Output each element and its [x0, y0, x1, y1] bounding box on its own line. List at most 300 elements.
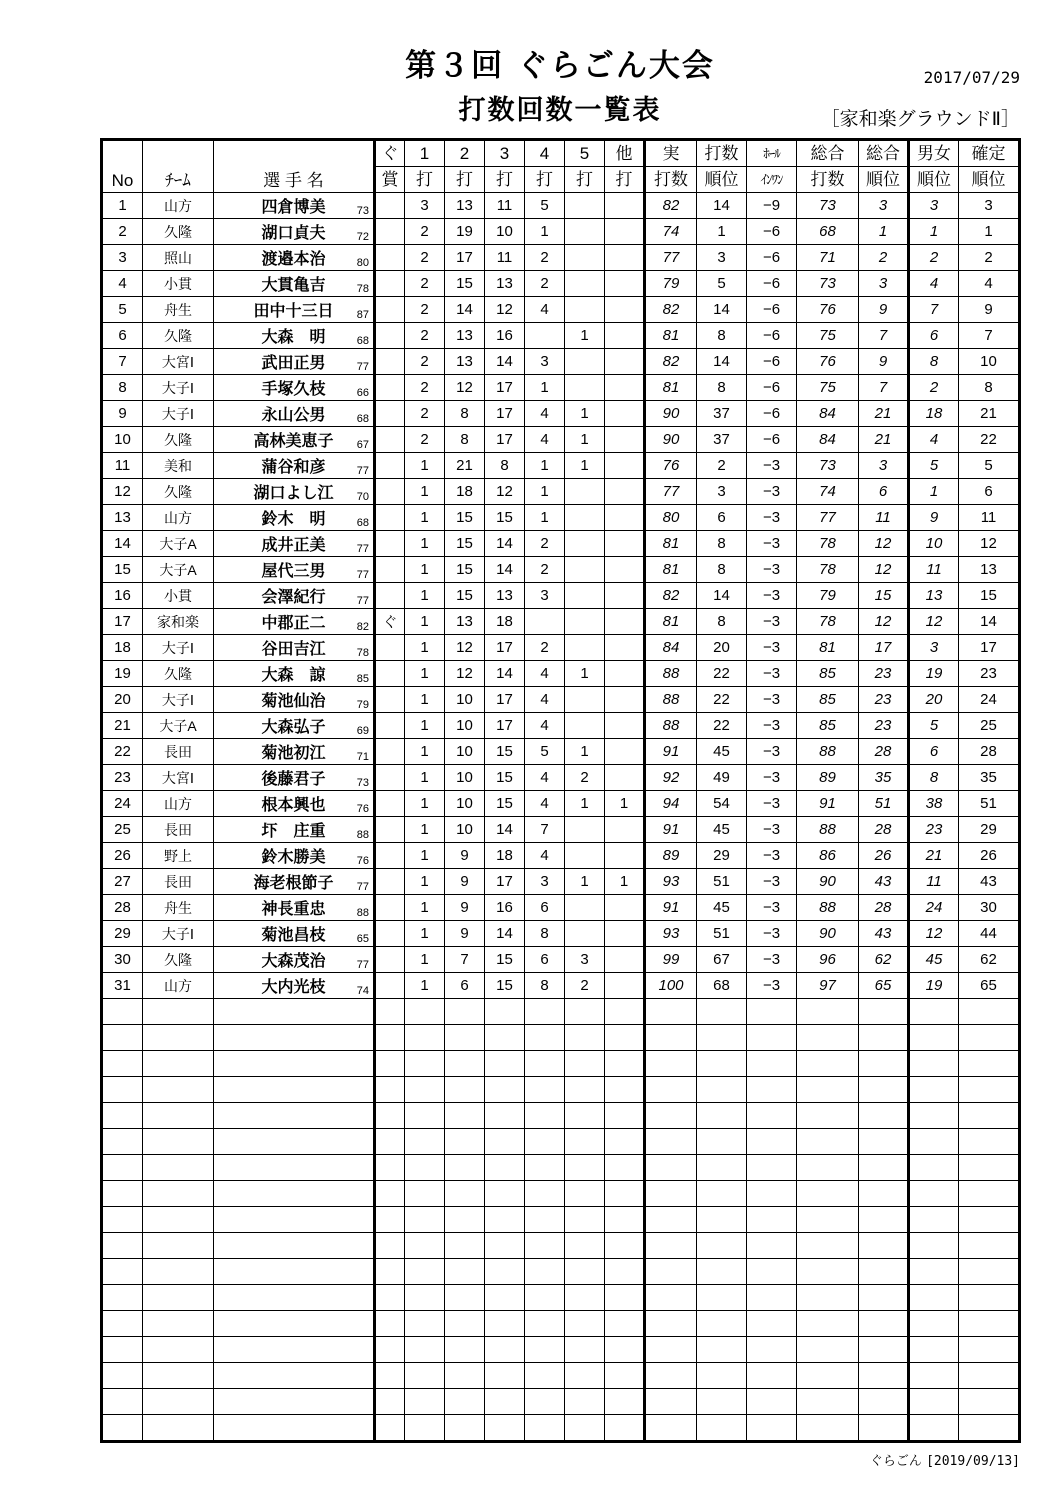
cell-strokerank: 14 [697, 193, 747, 219]
cell-total: 89 [797, 765, 859, 791]
cell-5: 1 [565, 323, 605, 349]
cell-hio-empty [747, 999, 797, 1025]
cell-3: 14 [485, 661, 525, 687]
cell-2: 8 [445, 427, 485, 453]
cell-team: 大子A [143, 557, 214, 583]
cell-genderrank-empty [909, 1129, 959, 1155]
cell-actual-empty [645, 1415, 697, 1442]
cell-genderrank: 21 [909, 843, 959, 869]
cell-strokerank: 54 [697, 791, 747, 817]
empty-row [102, 1415, 1020, 1442]
table-row [102, 713, 1020, 739]
cell-4: 4 [525, 843, 565, 869]
cell-hio: −6 [747, 401, 797, 427]
player-age: 76 [356, 803, 369, 815]
player-name: 菊池仙治 [261, 693, 326, 710]
cell-final: 12 [959, 531, 1020, 557]
cell-other-empty [605, 1129, 645, 1155]
cell-2-empty [445, 999, 485, 1025]
cell-4-empty [525, 1311, 565, 1337]
player-age: 82 [356, 621, 369, 633]
cell-1-empty [405, 1311, 445, 1337]
player-name: 鈴木勝美 [261, 849, 326, 866]
cell-team-empty [143, 1051, 214, 1077]
cell-team: 久隆 [143, 479, 214, 505]
cell-strokerank: 2 [697, 453, 747, 479]
player-age: 73 [356, 777, 369, 789]
cell-actual: 79 [645, 271, 697, 297]
cell-gu-empty [375, 1259, 405, 1285]
cell-final: 3 [959, 193, 1020, 219]
cell-player-empty [214, 1077, 375, 1103]
cell-5 [565, 375, 605, 401]
cell-team: 家和楽 [143, 609, 214, 635]
cell-actual-empty [645, 1389, 697, 1415]
cell-5 [565, 635, 605, 661]
player-age: 74 [356, 985, 369, 997]
cell-player [214, 453, 375, 479]
cell-final-empty [959, 1389, 1020, 1415]
cell-hio: −3 [747, 973, 797, 999]
cell-total: 91 [797, 791, 859, 817]
player-age: 70 [356, 491, 369, 503]
cell-4: 4 [525, 427, 565, 453]
cell-gu-empty [375, 1103, 405, 1129]
cell-5-empty [565, 1363, 605, 1389]
cell-genderrank: 11 [909, 557, 959, 583]
cell-total: 78 [797, 557, 859, 583]
cell-totalrank-empty [859, 1181, 909, 1207]
cell-2: 10 [445, 765, 485, 791]
empty-row [102, 1077, 1020, 1103]
cell-3: 17 [485, 375, 525, 401]
cell-strokerank: 6 [697, 505, 747, 531]
cell-hio: −3 [747, 609, 797, 635]
cell-hio-empty [747, 1259, 797, 1285]
cell-genderrank-empty [909, 999, 959, 1025]
player-name: 田中十三日 [253, 303, 334, 320]
cell-other-empty [605, 1025, 645, 1051]
player-name: 高林美恵子 [253, 433, 334, 450]
cell-other-empty [605, 1077, 645, 1103]
player-age: 87 [356, 309, 369, 321]
cell-totalrank: 3 [859, 271, 909, 297]
player-name: 大内光枝 [261, 979, 326, 996]
cell-other [605, 765, 645, 791]
cell-no-empty [102, 1103, 143, 1129]
venue-label: ［家和楽グラウンドⅡ］ [820, 108, 1020, 130]
cell-5 [565, 817, 605, 843]
cell-player [214, 557, 375, 583]
player-age: 80 [356, 257, 369, 269]
cell-totalrank: 23 [859, 661, 909, 687]
cell-genderrank: 6 [909, 739, 959, 765]
cell-player [214, 245, 375, 271]
cell-2: 13 [445, 609, 485, 635]
scores-table [100, 138, 1021, 1443]
cell-total: 73 [797, 453, 859, 479]
cell-player-empty [214, 1051, 375, 1077]
cell-gu [375, 791, 405, 817]
cell-team: 久隆 [143, 947, 214, 973]
cell-1: 1 [405, 661, 445, 687]
cell-no: 5 [102, 297, 143, 323]
cell-actual: 74 [645, 219, 697, 245]
cell-actual: 90 [645, 401, 697, 427]
cell-other-empty [605, 1103, 645, 1129]
cell-team: 久隆 [143, 219, 214, 245]
cell-total: 96 [797, 947, 859, 973]
cell-no: 19 [102, 661, 143, 687]
cell-4-empty [525, 999, 565, 1025]
cell-4-empty [525, 1103, 565, 1129]
cell-player-empty [214, 1311, 375, 1337]
cell-totalrank-empty [859, 1363, 909, 1389]
player-age: 88 [356, 907, 369, 919]
cell-actual: 94 [645, 791, 697, 817]
cell-total: 85 [797, 687, 859, 713]
cell-2-empty [445, 1181, 485, 1207]
cell-total: 71 [797, 245, 859, 271]
cell-2: 10 [445, 687, 485, 713]
cell-5 [565, 843, 605, 869]
cell-player [214, 791, 375, 817]
table-row [102, 219, 1020, 245]
col-final-top: 確定 [959, 140, 1020, 167]
col-no: No [102, 140, 143, 193]
cell-total: 84 [797, 427, 859, 453]
table-row [102, 375, 1020, 401]
cell-2: 13 [445, 349, 485, 375]
cell-final: 28 [959, 739, 1020, 765]
cell-2-empty [445, 1129, 485, 1155]
player-age: 68 [356, 517, 369, 529]
cell-5-empty [565, 1155, 605, 1181]
cell-5: 1 [565, 869, 605, 895]
cell-hio: −6 [747, 271, 797, 297]
cell-2: 17 [445, 245, 485, 271]
cell-3-empty [485, 1363, 525, 1389]
table-row [102, 765, 1020, 791]
cell-4: 4 [525, 401, 565, 427]
player-name: 菊池初江 [261, 745, 326, 762]
cell-no: 26 [102, 843, 143, 869]
cell-no: 4 [102, 271, 143, 297]
cell-no-empty [102, 1337, 143, 1363]
cell-gu [375, 219, 405, 245]
cell-player [214, 271, 375, 297]
cell-1: 2 [405, 219, 445, 245]
table-row [102, 271, 1020, 297]
cell-final: 10 [959, 349, 1020, 375]
cell-2: 10 [445, 817, 485, 843]
cell-totalrank-empty [859, 1311, 909, 1337]
cell-gu-empty [375, 1181, 405, 1207]
col-totalrank-top: 総合 [859, 140, 909, 167]
cell-genderrank: 11 [909, 869, 959, 895]
cell-other-empty [605, 1363, 645, 1389]
cell-totalrank: 12 [859, 609, 909, 635]
cell-totalrank: 3 [859, 453, 909, 479]
cell-final: 30 [959, 895, 1020, 921]
cell-gu [375, 323, 405, 349]
cell-3: 11 [485, 245, 525, 271]
cell-no: 10 [102, 427, 143, 453]
cell-totalrank: 1 [859, 219, 909, 245]
cell-final: 7 [959, 323, 1020, 349]
cell-other-empty [605, 1389, 645, 1415]
cell-1: 1 [405, 765, 445, 791]
cell-5-empty [565, 1389, 605, 1415]
cell-3: 18 [485, 609, 525, 635]
cell-team-empty [143, 1103, 214, 1129]
cell-1: 1 [405, 583, 445, 609]
cell-3-empty [485, 1155, 525, 1181]
cell-actual-empty [645, 1155, 697, 1181]
cell-no: 6 [102, 323, 143, 349]
player-name: 成井正美 [261, 537, 326, 554]
cell-player [214, 765, 375, 791]
cell-2: 15 [445, 505, 485, 531]
cell-2-empty [445, 1259, 485, 1285]
cell-hio-empty [747, 1233, 797, 1259]
table-row [102, 869, 1020, 895]
cell-5-empty [565, 1233, 605, 1259]
cell-no: 24 [102, 791, 143, 817]
cell-other [605, 583, 645, 609]
player-name: 神長重忠 [261, 901, 326, 918]
cell-5: 3 [565, 947, 605, 973]
cell-1-empty [405, 1363, 445, 1389]
cell-genderrank: 19 [909, 973, 959, 999]
cell-final-empty [959, 1363, 1020, 1389]
empty-row [102, 1129, 1020, 1155]
cell-player-empty [214, 1155, 375, 1181]
cell-team: 野上 [143, 843, 214, 869]
cell-strokerank-empty [697, 1129, 747, 1155]
cell-no: 30 [102, 947, 143, 973]
cell-genderrank: 6 [909, 323, 959, 349]
cell-5-empty [565, 1181, 605, 1207]
cell-team: 久隆 [143, 427, 214, 453]
cell-team-empty [143, 1363, 214, 1389]
cell-hio: −3 [747, 713, 797, 739]
cell-actual-empty [645, 1285, 697, 1311]
cell-total-empty [797, 1285, 859, 1311]
table-body [102, 193, 1020, 1442]
cell-gu-empty [375, 1025, 405, 1051]
cell-3: 11 [485, 193, 525, 219]
cell-2: 15 [445, 557, 485, 583]
cell-1: 2 [405, 245, 445, 271]
cell-4: 1 [525, 505, 565, 531]
cell-3: 17 [485, 713, 525, 739]
cell-other [605, 739, 645, 765]
col-5-bottom: 打 [565, 167, 605, 193]
cell-actual: 100 [645, 973, 697, 999]
cell-strokerank-empty [697, 1207, 747, 1233]
cell-other [605, 531, 645, 557]
cell-4 [525, 609, 565, 635]
cell-4: 3 [525, 349, 565, 375]
cell-other: 1 [605, 791, 645, 817]
cell-total: 78 [797, 609, 859, 635]
cell-final: 25 [959, 713, 1020, 739]
cell-actual-empty [645, 1259, 697, 1285]
cell-hio-empty [747, 1337, 797, 1363]
cell-totalrank-empty [859, 1389, 909, 1415]
cell-final-empty [959, 1311, 1020, 1337]
col-total-bottom: 打数 [797, 167, 859, 193]
cell-gu [375, 687, 405, 713]
cell-total-empty [797, 1051, 859, 1077]
cell-other-empty [605, 1233, 645, 1259]
cell-1: 3 [405, 193, 445, 219]
cell-no: 17 [102, 609, 143, 635]
cell-gu [375, 479, 405, 505]
cell-3-empty [485, 1311, 525, 1337]
col-actual-top: 実 [645, 140, 697, 167]
cell-total-empty [797, 1311, 859, 1337]
cell-1: 1 [405, 687, 445, 713]
cell-player [214, 635, 375, 661]
cell-gu-empty [375, 1077, 405, 1103]
cell-totalrank: 23 [859, 713, 909, 739]
cell-strokerank-empty [697, 1233, 747, 1259]
player-age: 77 [356, 959, 369, 971]
cell-player-empty [214, 1233, 375, 1259]
cell-no: 3 [102, 245, 143, 271]
cell-1: 1 [405, 713, 445, 739]
cell-5 [565, 583, 605, 609]
cell-player [214, 973, 375, 999]
footer-author: ぐらごん [869, 1454, 922, 1469]
cell-gu-empty [375, 1311, 405, 1337]
cell-5: 1 [565, 791, 605, 817]
cell-totalrank: 9 [859, 297, 909, 323]
cell-genderrank-empty [909, 1233, 959, 1259]
table-row [102, 583, 1020, 609]
cell-3: 13 [485, 271, 525, 297]
table-row [102, 531, 1020, 557]
cell-team: 山方 [143, 791, 214, 817]
cell-gu [375, 453, 405, 479]
col-2-top: 2 [445, 140, 485, 167]
cell-hio: −3 [747, 739, 797, 765]
cell-genderrank-empty [909, 1025, 959, 1051]
cell-2: 18 [445, 479, 485, 505]
cell-1-empty [405, 1259, 445, 1285]
cell-3: 14 [485, 557, 525, 583]
cell-5-empty [565, 1025, 605, 1051]
cell-total: 77 [797, 505, 859, 531]
cell-strokerank: 45 [697, 895, 747, 921]
cell-actual-empty [645, 1025, 697, 1051]
cell-1: 1 [405, 505, 445, 531]
cell-strokerank-empty [697, 1077, 747, 1103]
player-name: 海老根節子 [253, 875, 334, 892]
cell-strokerank: 51 [697, 921, 747, 947]
player-name: 大森茂治 [261, 953, 326, 970]
cell-total-empty [797, 1181, 859, 1207]
cell-no: 13 [102, 505, 143, 531]
cell-4: 1 [525, 453, 565, 479]
cell-other-empty [605, 1155, 645, 1181]
cell-gu [375, 505, 405, 531]
cell-actual: 81 [645, 375, 697, 401]
player-name: 大森 明 [261, 329, 326, 346]
cell-total-empty [797, 1103, 859, 1129]
cell-player-empty [214, 1181, 375, 1207]
cell-actual-empty [645, 1103, 697, 1129]
cell-1: 1 [405, 843, 445, 869]
cell-no-empty [102, 1389, 143, 1415]
col-3-top: 3 [485, 140, 525, 167]
cell-other [605, 661, 645, 687]
cell-gu-empty [375, 1415, 405, 1442]
cell-no-empty [102, 1155, 143, 1181]
player-name: 蒲谷和彦 [261, 459, 326, 476]
player-name: 大貫亀吉 [261, 277, 326, 294]
cell-actual-empty [645, 1207, 697, 1233]
empty-row [102, 1337, 1020, 1363]
col-total-top: 総合 [797, 140, 859, 167]
cell-total-empty [797, 1415, 859, 1442]
cell-other [605, 713, 645, 739]
cell-hio-empty [747, 1051, 797, 1077]
cell-total: 97 [797, 973, 859, 999]
cell-3: 14 [485, 349, 525, 375]
player-name: 手塚久枝 [261, 381, 326, 398]
cell-other-empty [605, 1337, 645, 1363]
cell-strokerank: 14 [697, 297, 747, 323]
cell-hio: −3 [747, 817, 797, 843]
cell-actual: 81 [645, 557, 697, 583]
cell-player-empty [214, 1207, 375, 1233]
cell-other [605, 453, 645, 479]
empty-row [102, 1051, 1020, 1077]
cell-actual: 89 [645, 843, 697, 869]
cell-4-empty [525, 1259, 565, 1285]
cell-total: 81 [797, 635, 859, 661]
cell-gu [375, 947, 405, 973]
cell-totalrank: 2 [859, 245, 909, 271]
cell-genderrank: 1 [909, 479, 959, 505]
cell-team: 山方 [143, 505, 214, 531]
cell-5 [565, 479, 605, 505]
cell-genderrank-empty [909, 1415, 959, 1442]
cell-genderrank: 9 [909, 505, 959, 531]
cell-team: 舟生 [143, 297, 214, 323]
cell-totalrank-empty [859, 1129, 909, 1155]
cell-other [605, 687, 645, 713]
cell-totalrank: 7 [859, 323, 909, 349]
cell-1: 1 [405, 635, 445, 661]
cell-no: 11 [102, 453, 143, 479]
cell-team-empty [143, 1025, 214, 1051]
cell-other [605, 297, 645, 323]
cell-other [605, 349, 645, 375]
cell-hio: −6 [747, 323, 797, 349]
cell-final-empty [959, 1207, 1020, 1233]
cell-1: 1 [405, 869, 445, 895]
col-hio-top: ﾎｰﾙ [747, 140, 797, 167]
player-name: 湖口よし江 [253, 485, 334, 502]
cell-1-empty [405, 1207, 445, 1233]
cell-3: 12 [485, 297, 525, 323]
player-age: 72 [356, 231, 369, 243]
cell-totalrank-empty [859, 1051, 909, 1077]
